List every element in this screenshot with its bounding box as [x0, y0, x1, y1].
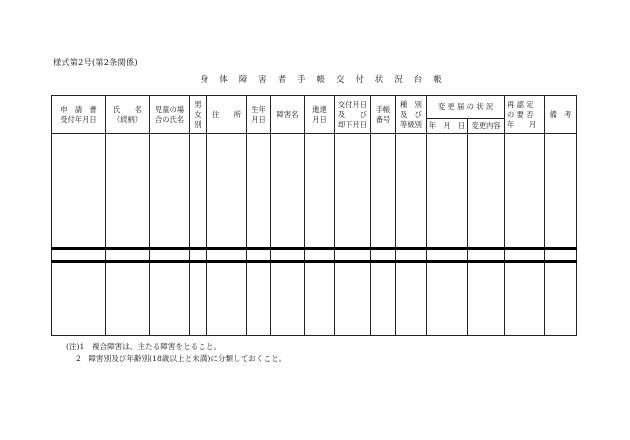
cell	[335, 249, 371, 262]
cell[interactable]	[396, 262, 427, 336]
header-name: 氏 名 （続柄）	[106, 96, 150, 134]
document-title: 身 体 障 害 者 手 帳 交 付 状 況 台 帳	[200, 74, 446, 84]
cell[interactable]	[190, 262, 207, 336]
cell[interactable]	[335, 134, 371, 249]
note-2: 2 障害別及び年齢別(18歳以上と未満)に分類しておくこと。	[76, 354, 287, 363]
cell[interactable]	[106, 134, 150, 249]
cell	[505, 249, 545, 262]
header-address: 住 所	[207, 96, 247, 134]
cell[interactable]	[505, 134, 545, 249]
cell	[305, 249, 335, 262]
cell[interactable]	[247, 134, 271, 249]
cell[interactable]	[371, 262, 396, 336]
cell[interactable]	[305, 134, 335, 249]
note-1: (注)1 複合障害は、主たる障害をとること。	[66, 342, 222, 351]
header-issue-date: 交付月日 及 び 却下月日	[335, 96, 371, 134]
header-change-content: 変更内容	[468, 119, 505, 134]
cell[interactable]	[396, 134, 427, 249]
ledger-row	[52, 262, 577, 336]
cell[interactable]	[427, 134, 468, 249]
cell[interactable]	[468, 262, 505, 336]
cell[interactable]	[190, 134, 207, 249]
cell	[190, 249, 207, 262]
cell	[207, 249, 247, 262]
header-birth-date: 生年 月日	[247, 96, 271, 134]
cell[interactable]	[106, 262, 150, 336]
cell[interactable]	[545, 134, 577, 249]
header-change-date: 年 月 日	[427, 119, 468, 134]
cell	[427, 249, 468, 262]
notes	[66, 341, 286, 365]
cell[interactable]	[468, 134, 505, 249]
header-disability-name: 障害名	[271, 96, 305, 134]
cell	[468, 249, 505, 262]
cell	[396, 249, 427, 262]
cell[interactable]	[150, 262, 190, 336]
header-book-number: 手帳 番号	[371, 96, 396, 134]
cell[interactable]	[545, 262, 577, 336]
ledger-row	[52, 134, 577, 249]
cell[interactable]	[52, 134, 106, 249]
cell	[247, 249, 271, 262]
cell[interactable]	[335, 262, 371, 336]
header-grade: 種 別 及 び 等級別	[396, 96, 427, 134]
cell	[52, 249, 106, 262]
cell	[371, 249, 396, 262]
header-application-date: 申 請 書 受付年月日	[52, 96, 106, 134]
cell[interactable]	[305, 262, 335, 336]
cell[interactable]	[427, 262, 468, 336]
ledger-table	[51, 95, 577, 336]
cell[interactable]	[271, 262, 305, 336]
cell[interactable]	[207, 262, 247, 336]
header-child-name: 児童の場 合の氏名	[150, 96, 190, 134]
cell[interactable]	[371, 134, 396, 249]
cell[interactable]	[505, 262, 545, 336]
header-remarks: 備 考	[545, 96, 577, 134]
ledger-divider-row	[52, 249, 577, 262]
cell	[545, 249, 577, 262]
cell[interactable]	[207, 134, 247, 249]
header-recertification: 再 認 定 の 要 否 年 月	[505, 96, 545, 134]
cell[interactable]	[247, 262, 271, 336]
cell	[150, 249, 190, 262]
cell[interactable]	[271, 134, 305, 249]
form-number: 様式第2号(第2条関係)	[53, 57, 138, 67]
cell[interactable]	[52, 262, 106, 336]
header-forward-date: 進達 月日	[305, 96, 335, 134]
header-sex: 男 女 別	[190, 96, 207, 134]
cell[interactable]	[150, 134, 190, 249]
header-change-status: 変 更 届 の 状 況	[427, 96, 505, 119]
cell	[271, 249, 305, 262]
cell	[106, 249, 150, 262]
